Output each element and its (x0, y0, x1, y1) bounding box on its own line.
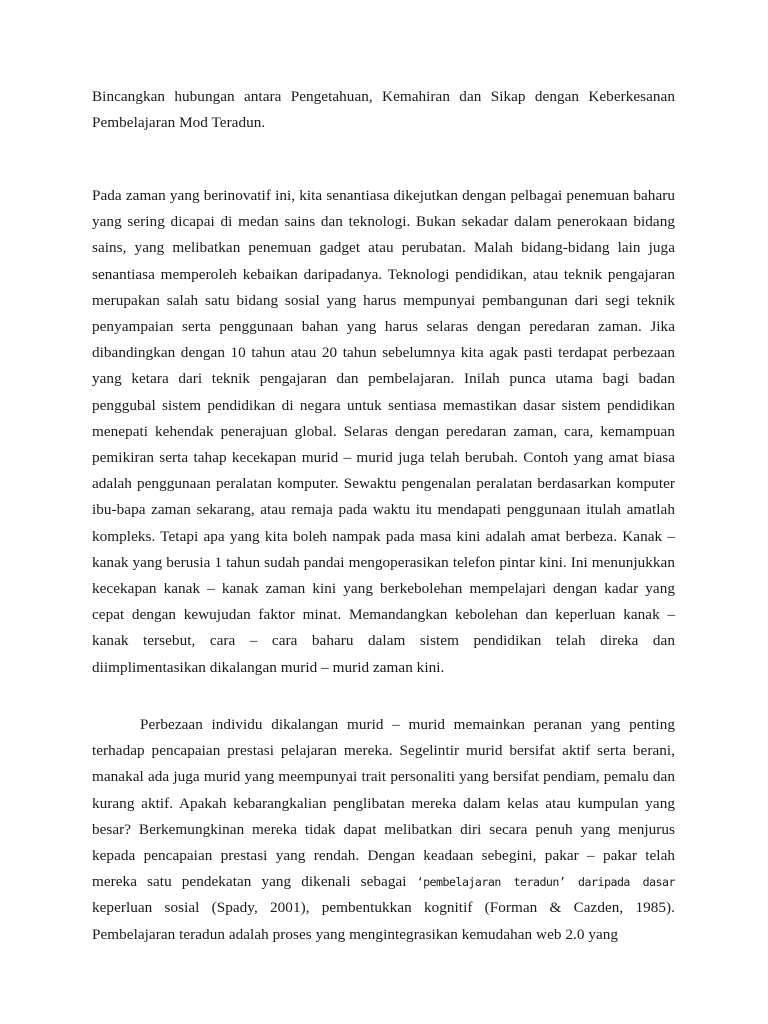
paragraph-2-mono-text: ‘pembelajaran teradun’ daripada dasar (416, 875, 675, 890)
paragraph-2 (92, 712, 675, 948)
document-title: Bincangkan hubungan antara Pengetahuan, Kemahiran dan Sikap dengan Keberkesanan Pembelajaran Mod Teradun. (92, 88, 675, 132)
paragraph-2-text-b: keperluan sosial (Spady, 2001), pembentukkan kognitif (Forman & Cazden, 1985). Pembelajaran teradun adalah proses yang mengintegrasikan kemudahan web 2.0 yang (92, 899, 675, 943)
paragraph-1: Pada zaman yang berinovatif ini, kita senantiasa dikejutkan dengan pelbagai penemuan baharu yang sering dicapai di medan sains dan teknologi. Bukan sekadar dalam penerokaan bidang sains, yang melibatkan penemuan gadget atau perubatan. Malah bidang-bidang lain juga senantiasa memperoleh kebaikan daripadanya. Teknologi pendidikan, atau teknik pengajaran merupakan salah satu bidang sosial yang harus mempunyai pembangunan dari segi teknik penyampaian serta penggunaan bahan yang harus selaras dengan peredaran zaman. Jika dibandingkan dengan 10 tahun atau 20 tahun sebelumnya kita agak pasti terdapat perbezaan yang ketara dari teknik pengajaran dan pembelajaran. Inilah punca utama bagi badan penggubal sistem pendidikan di negara untuk sentiasa memastikan dasar sistem pendidikan menepati kehendak penerajuan global. Selaras dengan peredaran zaman, cara, kemampuan pemikiran serta tahap kecekapan murid – murid juga telah berubah. Contoh yang amat biasa adalah penggunaan peralatan komputer. Sewaktu pengenalan peralatan berdasarkan komputer ibu-bapa zaman sekarang, atau remaja pada waktu itu mendapati penggunaan itulah amatlah kompleks. Tetapi apa yang kita boleh nampak pada masa kini adalah amat berbeza. Kanak – kanak yang berusia 1 tahun sudah pandai mengoperasikan telefon pintar kini. Ini menunjukkan kecekapan kanak – kanak zaman kini yang berkebolehan mempelajari dengan kadar yang cepat dengan kewujudan faktor minat. Memandangkan kebolehan dan keperluan kanak – kanak tersebut, cara – cara baharu dalam sistem pendidikan telah direka dan diimplimentasikan dikalangan murid – murid zaman kini. (92, 187, 675, 676)
paragraph-2-text-a: Perbezaan individu dikalangan murid – murid memainkan peranan yang penting terhadap pencapaian prestasi pelajaran mereka. Segelintir murid bersifat aktif serta berani, manakal ada juga murid yang meempunyai trait personaliti yang bersifat pendiam, pemalu dan kurang aktif. Apakah kebarangkalian penglibatan mereka dalam kelas atau kumpulan yang besar? Berkemungkinan mereka tidak dapat melibatkan diri secara penuh yang menjurus kepada pencapaian prestasi yang rendah. Dengan keadaan sebegini, pakar – pakar telah mereka satu pendekatan yang dikenali sebagai (92, 716, 675, 891)
